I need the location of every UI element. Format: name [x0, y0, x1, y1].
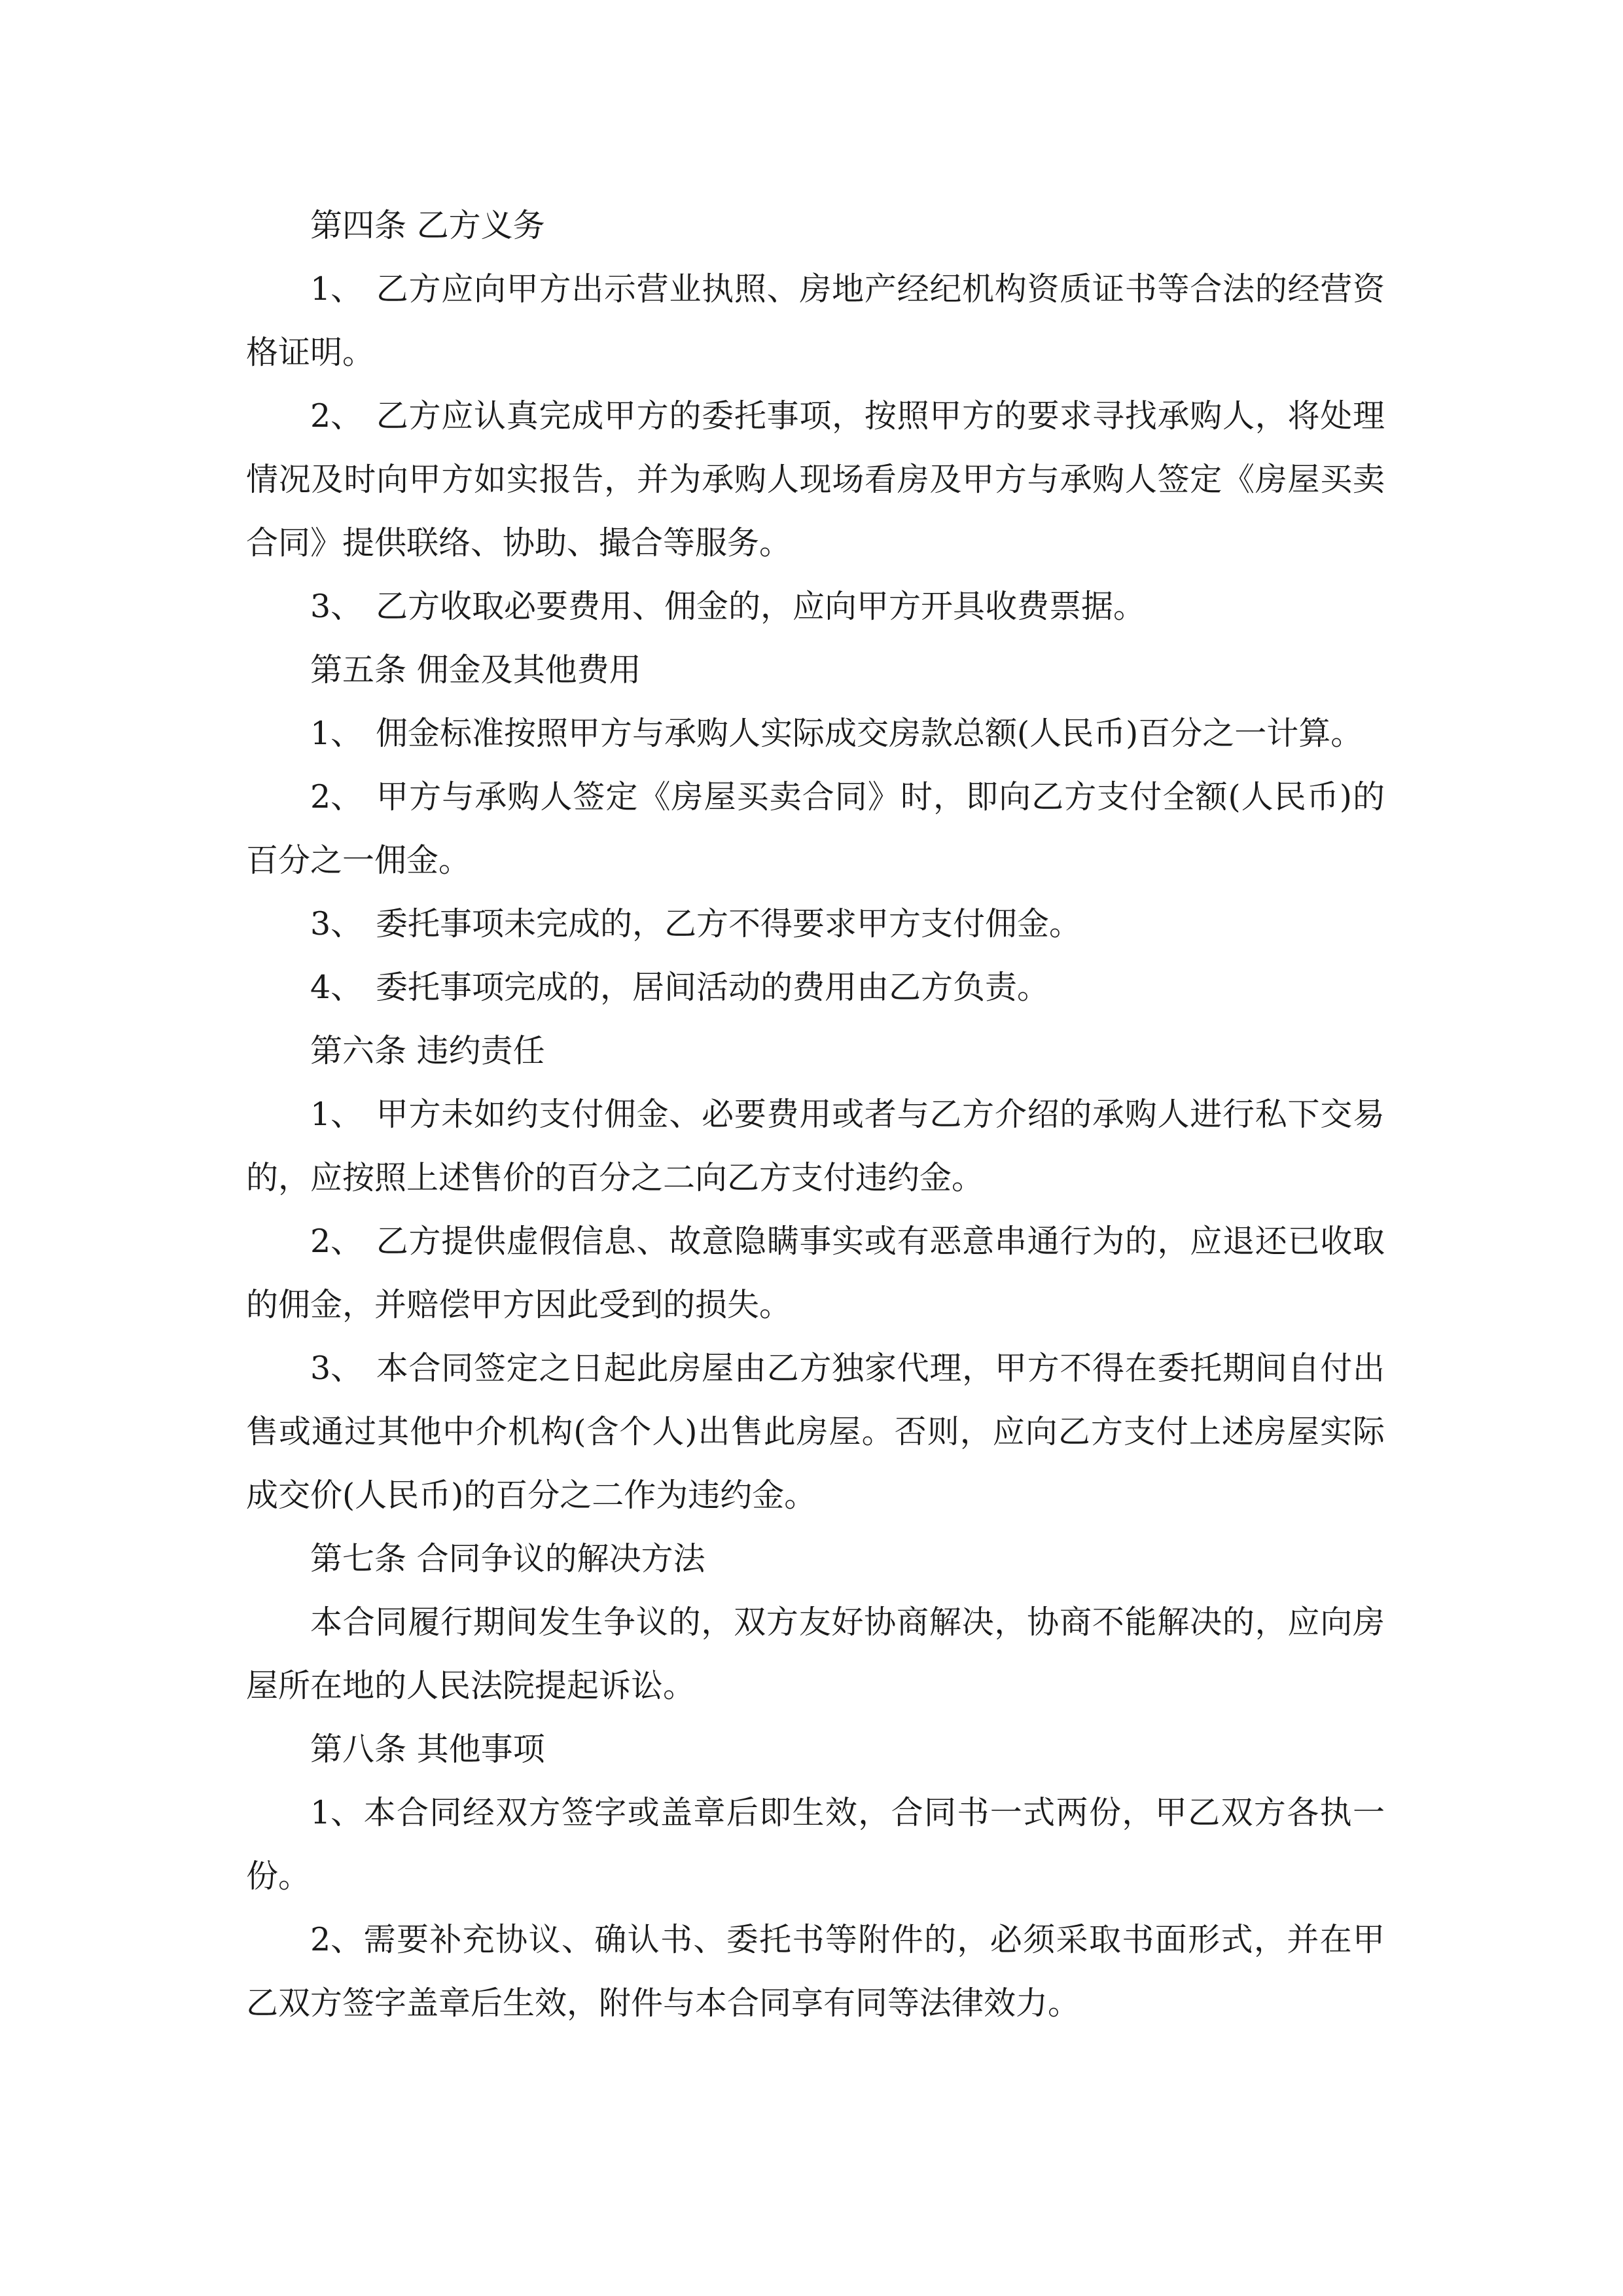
item-number: 2、 — [310, 1921, 363, 1958]
article8-item-1 — [246, 1781, 1385, 1908]
item-text: 本合同签定之日起此房屋由乙方独家代理，甲方不得在委托期间自付出售或通过其他中介机构(含个人)出售此房屋。否则，应向乙方支付上述房屋实际成交价(人民币)的百分之二作为违约金。 — [246, 1350, 1385, 1514]
item-number: 3、 — [310, 1350, 363, 1387]
item-text: 乙方收取必要费用、佣金的，应向甲方开具收费票据。 — [376, 588, 1146, 625]
article5-title: 第五条 佣金及其他费用 — [310, 651, 641, 689]
article5-item-3 — [246, 892, 1385, 956]
article6-item-1 — [246, 1083, 1385, 1210]
item-number: 2、 — [310, 778, 363, 816]
item-number: 1、 — [310, 1794, 363, 1831]
article4-item-2 — [246, 384, 1385, 575]
item-number: 2、 — [310, 397, 363, 435]
item-text: 需要补充协议、确认书、委托书等附件的，必须采取书面形式，并在甲乙双方签字盖章后生效，附件与本合同享有同等法律效力。 — [246, 1921, 1385, 2022]
item-number: 1、 — [310, 270, 363, 308]
item-number: 3、 — [310, 905, 363, 942]
item-text: 委托事项完成的，居间活动的费用由乙方负责。 — [376, 969, 1050, 1006]
article7-title: 第七条 合同争议的解决方法 — [310, 1540, 705, 1577]
item-text: 佣金标准按照甲方与承购人实际成交房款总额(人民币)百分之一计算。 — [376, 715, 1363, 752]
article5-item-4 — [246, 956, 1385, 1019]
item-text: 乙方应向甲方出示营业执照、房地产经纪机构资质证书等合法的经营资格证明。 — [246, 270, 1385, 371]
article4-item-1 — [246, 257, 1385, 384]
item-number: 1、 — [310, 1096, 363, 1133]
item-text: 甲方未如约支付佣金、必要费用或者与乙方介绍的承购人进行私下交易的，应按照上述售价的百分之二向乙方支付违约金。 — [246, 1096, 1385, 1196]
article4-item-3 — [246, 575, 1385, 638]
item-number: 3、 — [310, 588, 363, 625]
document-body — [246, 194, 1385, 2035]
item-number: 2、 — [310, 1223, 363, 1260]
article6-item-3 — [246, 1336, 1385, 1527]
item-text: 委托事项未完成的，乙方不得要求甲方支付佣金。 — [376, 905, 1082, 942]
article5-item-2 — [246, 765, 1385, 892]
article6-title: 第六条 违约责任 — [310, 1032, 545, 1069]
item-text: 乙方提供虚假信息、故意隐瞒事实或有恶意串通行为的，应退还已收取的佣金，并赔偿甲方因此受到的损失。 — [246, 1223, 1385, 1323]
article6-item-2 — [246, 1210, 1385, 1336]
item-text: 乙方应认真完成甲方的委托事项，按照甲方的要求寻找承购人，将处理情况及时向甲方如实报告，并为承购人现场看房及甲方与承购人签定《房屋买卖合同》提供联络、协助、撮合等服务。 — [246, 397, 1385, 562]
article5-item-1 — [246, 702, 1385, 765]
article7-text: 本合同履行期间发生争议的，双方友好协商解决，协商不能解决的，应向房屋所在地的人民法院提起诉讼。 — [246, 1604, 1385, 1704]
article8-title: 第八条 其他事项 — [310, 1731, 545, 1768]
article8-item-2 — [246, 1908, 1385, 2035]
item-number: 4、 — [310, 969, 363, 1006]
item-text: 甲方与承购人签定《房屋买卖合同》时，即向乙方支付全额(人民币)的百分之一佣金。 — [246, 778, 1385, 879]
item-number: 1、 — [310, 715, 363, 752]
item-text: 本合同经双方签字或盖章后即生效，合同书一式两份，甲乙双方各执一份。 — [246, 1794, 1385, 1895]
article4-title: 第四条 乙方义务 — [310, 207, 545, 244]
